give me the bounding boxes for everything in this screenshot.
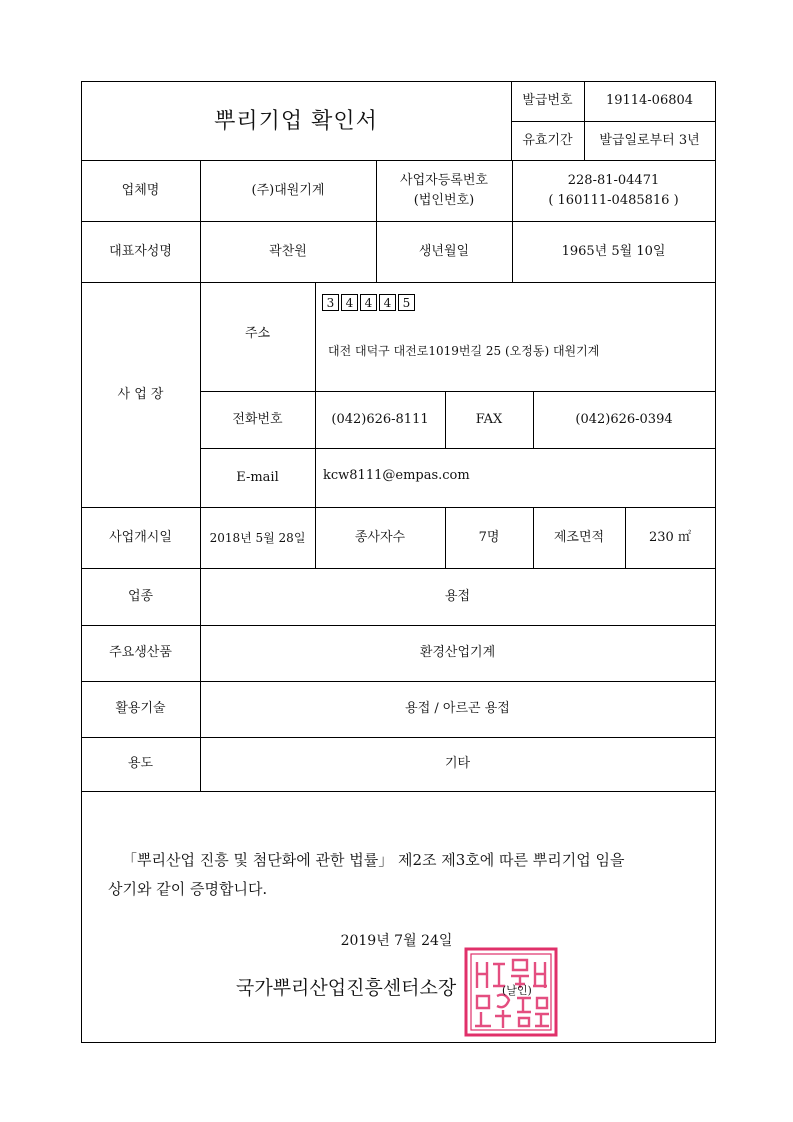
start-date: 2018년 5월 28일 (209, 530, 306, 545)
main-product-label: 주요생산품 (109, 645, 172, 661)
grid-line (81, 791, 716, 792)
main-product: 환경산업기계 (419, 645, 496, 661)
address: 대전 대덕구 대전로1019번길 25 (오정동) 대원기계 (328, 344, 600, 358)
registration-label-line2: (법인번호) (413, 192, 475, 208)
manufacturing-area: 230 ㎡ (649, 529, 691, 545)
industry: 용접 (444, 588, 471, 604)
company-name-label: 업체명 (121, 182, 160, 198)
issuer-name: 국가뿌리산업진흥센터소장 (236, 977, 457, 999)
issue-date: 2019년 7월 24일 (340, 933, 453, 949)
phone-number: (042)626-8111 (331, 411, 429, 427)
employees-count: 7명 (478, 529, 500, 545)
validity-label: 유효기간 (522, 132, 573, 148)
fax-label: FAX (475, 411, 503, 427)
email-address: kcw8111@empas.com (323, 468, 470, 483)
business-registration-number: 228-81-04471 (567, 173, 660, 188)
postal-digit: 4 (360, 294, 377, 311)
postal-digit: 4 (379, 294, 396, 311)
issue-number-label: 발급번호 (522, 93, 573, 109)
registration-label-line1: 사업자등록번호 (400, 173, 488, 188)
start-date-label: 사업개시일 (109, 529, 172, 545)
manufacturing-area-label: 제조면적 (553, 529, 605, 545)
company-name: (주)대원기계 (251, 182, 325, 198)
address-label: 주소 (244, 325, 271, 341)
fax-number: (042)626-0394 (575, 411, 673, 427)
technology: 용접 / 아르곤 용접 (405, 701, 510, 717)
document-title: 뿌리기업 확인서 (214, 108, 378, 134)
seal-note: (날인) (502, 984, 532, 997)
postal-digit: 3 (322, 294, 339, 311)
registration-label (376, 160, 512, 221)
form-border-bottom (81, 1042, 716, 1043)
industry-label: 업종 (127, 588, 154, 604)
email-label: E-mail (236, 469, 279, 485)
statement-line1: 「뿌리산업 진흥 및 첨단화에 관한 법률」 제2조 제3호에 따른 뿌리기업 임을 (122, 851, 625, 869)
employees-label: 종사자수 (354, 529, 406, 545)
corporate-number: ( 160111-0485816 ) (548, 192, 679, 208)
technology-label: 활용기술 (115, 701, 166, 717)
statement-line2: 상기와 같이 증명합니다. (108, 880, 268, 898)
postal-digit: 4 (341, 294, 358, 311)
usage-label: 용도 (127, 756, 154, 772)
postal-digit: 5 (398, 294, 415, 311)
ceo-name: 곽찬원 (269, 243, 307, 259)
business-site-label: 사 업 장 (117, 386, 164, 402)
issue-number: 19114-06804 (605, 93, 694, 109)
form-border-right (715, 81, 716, 1043)
birth-date-label: 생년월일 (418, 243, 470, 259)
registration-values (512, 160, 715, 221)
phone-label: 전화번호 (232, 411, 283, 427)
validity-value: 발급일로부터 3년 (599, 132, 700, 148)
ceo-label: 대표자성명 (109, 243, 172, 259)
certification-statement (108, 846, 698, 904)
birth-date: 1965년 5월 10일 (561, 243, 666, 259)
postal-code (322, 294, 417, 311)
usage: 기타 (444, 756, 471, 772)
